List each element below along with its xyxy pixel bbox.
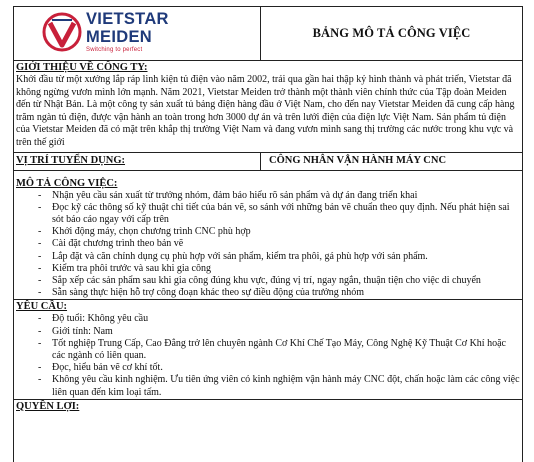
brand-name-line2: MEIDEN [86,27,152,46]
document-header [14,7,522,61]
brand-name-line1: VIETSTAR [86,10,169,28]
list-item: - Cài đặt chương trình theo bản vẽ [38,238,520,250]
duties-section [14,177,522,300]
list-item: - Giới tính: Nam [38,326,520,338]
duties-list [16,190,520,300]
logo-cell [14,7,261,60]
list-item: - Đọc kỹ các thông số kỹ thuật chi tiết của bản vẽ, so sánh với những bản vẽ chuẩn theo quy định. Nếu phát hiện sai sót báo cáo ngay với cấp trên [38,202,520,226]
position-label: VỊ TRÍ TUYỂN DỤNG: [14,153,261,170]
list-item: - Lắp đặt và căn chỉnh dụng cụ phù hợp với sản phẩm, kiểm tra phôi, gá phù hợp với sản phẩm. [38,251,520,263]
requirements-section [14,300,522,398]
list-item: - Sắp xếp các sản phẩm sau khi gia công đúng khu vực, đúng vị trí, ngay ngắn, thuận tiện cho việc di chuyển [38,275,520,287]
requirements-title: YÊU CẦU: [16,301,68,313]
benefits-section [14,400,522,413]
requirements-list [16,313,520,398]
position-row [14,153,522,171]
list-item: - Kiểm tra phôi trước và sau khi gia công [38,263,520,275]
company-intro-section [14,61,522,153]
company-intro-title: GIỚI THIỆU VỀ CÔNG TY: [16,62,148,73]
list-item: - Đọc, hiểu bản vẽ cơ khí tốt. [38,362,520,374]
job-description-document [13,6,523,462]
list-item: - Nhận yêu cầu sản xuất từ trưởng nhóm, đảm bảo hiểu rõ sản phẩm và dự án đang triển khai [38,190,520,202]
position-value: CÔNG NHÂN VẬN HÀNH MÁY CNC [269,154,447,166]
company-intro-text: Khởi đầu từ một xưởng lắp ráp linh kiện tủ điện vào năm 2002, trải qua gần hai thập kỷ hình thành và phát triển, Vietstar đã không ngừng vươn mình lớn mạnh. Năm 2021, Vietstar Meiden trở thành một thành viên chính thức của Tập đoàn Meiden đến từ Nhật Bản. Là một công ty sản xuất tủ bảng điện hàng đầu ở Việt Nam, cho đến nay Vietstar Meiden đã cung cấp hàng trăm ngàn tủ điện, được vận hành an toàn trong hơn 3000 dự án và trên lưới điện của điện lực Việt Nam. Sản phẩm tủ điện của Vietstar Meiden đã có mặt trên khắp thị trường Việt Nam và đang vươn mình sang thị trường các nước trong khu vực và trên thế giới [16,74,515,148]
brand-tagline: Switching to perfect [86,47,143,53]
company-logo [42,11,169,53]
document-title: BẢNG MÔ TẢ CÔNG VIỆC [312,26,471,40]
list-item: - Tốt nghiệp Trung Cấp, Cao Đẳng trở lên chuyên ngành Cơ Khí Chế Tạo Máy, Công Nghệ Kỹ Thuật Cơ Khí hoặc các ngành có liên quan. [38,338,520,362]
benefits-title: QUYỀN LỢI: [16,400,80,412]
list-item: - Độ tuổi: Không yêu cầu [38,313,520,325]
list-item: - Không yêu cầu kinh nghiệm. Ưu tiên ứng viên có kinh nghiệm vận hành máy CNC đột, chấn hoặc làm các công việc liên quan đến kim loại tấm. [38,374,520,398]
list-item: - Sẵn sàng thực hiện hỗ trợ công đoạn khác theo sự điều động của trưởng nhóm [38,287,520,299]
duties-title: MÔ TẢ CÔNG VIỆC: [16,177,118,189]
vietstar-emblem-icon [42,12,82,52]
list-item: - Khởi động máy, chọn chương trình CNC phù hợp [38,226,520,238]
